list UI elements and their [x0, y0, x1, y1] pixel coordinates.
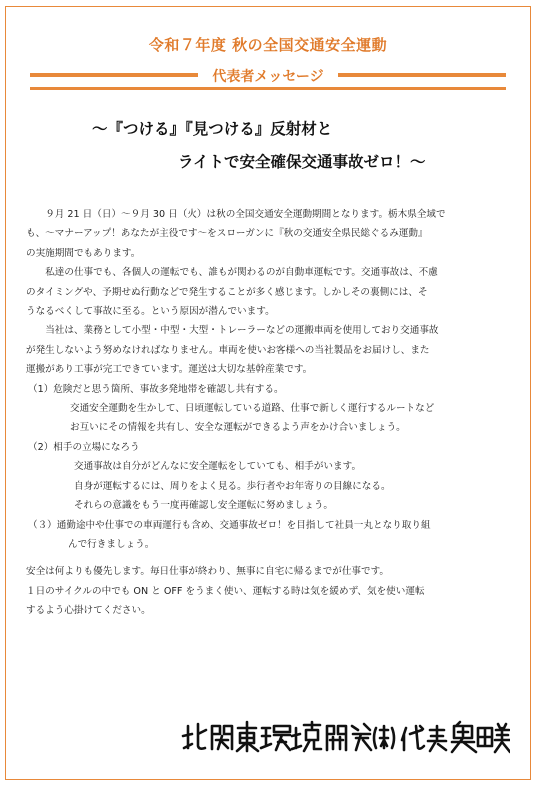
paragraph-2-line-3: うなるべくして事故に至る。という原因が潜んでいます。 [26, 306, 275, 318]
item-2-heading: （2）相手の立場になろう [28, 441, 140, 453]
paragraph-3-line-1: 当社は、業務として小型・中型・大型・トレーラーなどの運搬車両を使用しており交通事故 [45, 325, 439, 337]
item-2-line-3: それらの意識をもう一度再確認し安全運転に努めましょう。 [74, 500, 334, 512]
subtitle-underline [30, 87, 506, 90]
paragraph-1-line-3: の実施期間でもあります。 [26, 247, 141, 259]
closing-line-1: 安全は何よりも優先します。毎日仕事が終わり、無事に自宅に帰るまでが仕事です。 [26, 566, 390, 578]
paragraph-2-line-2: のタイミングや、予期せぬ行動などで発生することが多く感じます。しかしその裏側には、そ [26, 286, 428, 298]
closing-line-3: するよう心掛けてください。 [26, 605, 151, 617]
item-3-heading: （３）通勤途中や仕事での車両運行も含め、交通事故ゼロ！を目指して社員一丸となり取り組 [28, 519, 431, 531]
item-2-line-1: 交通事故は自分がどんなに安全運転をしていても、相手がいます。 [74, 461, 362, 473]
item-3-continuation: んで行きましょう。 [68, 538, 155, 550]
paragraph-2-line-1: 私達の仕事でも、各個人の運転でも、誰もが関わるのが自動車運転です。交通事故は、不慮 [45, 267, 438, 279]
closing-line-2: １日のサイクルの中でも ON と OFF をうまく使い、運転する時は気を緩めず、気を使い運転 [26, 585, 425, 597]
subtitle-banner [30, 64, 506, 88]
subtitle: 代表者メッセージ [212, 69, 324, 85]
handwritten-signature [180, 716, 510, 756]
headline-line-2: ライトで安全確保交通事故ゼロ！～ [178, 153, 426, 171]
item-1-line-2: お互いにその情報を共有し、安全な運転ができるよう声をかけ合いましょう。 [70, 422, 406, 434]
item-2-line-2: 自身が運転するには、周りをよく見る。歩行者やお年寄りの目線になる。 [74, 480, 391, 492]
headline-line-1: ～『つける』『見つける』反射材と [92, 120, 333, 138]
item-1-heading: （1）危険だと思う箇所、事故多発地帯を確認し共有する。 [28, 383, 284, 395]
paragraph-1-line-2: も、～マナーアップ！あなたが主役です～をスローガンに『秋の交通安全県民総ぐるみ運動』 [26, 228, 428, 240]
item-1-line-1: 交通安全運動を生かして、日頃運転している道路、仕事で新しく運行するルートなど [70, 403, 435, 415]
message-body [26, 205, 514, 621]
paragraph-3-line-2: が発生しないよう努めなければなりません。車両を使いお客様への当社製品をお届けし、また [26, 344, 430, 356]
paragraph-3-line-3: 運搬があり工事が完工できています。運送は大切な基幹産業です。 [26, 364, 313, 376]
paragraph-1-line-1: ９月 21 日（日）～９月 30 日（火）は秋の全国交通安全運動期間となります。栃木県全域で [45, 209, 446, 220]
page-title: 令和７年度 秋の全国交通安全運動 [148, 36, 388, 54]
